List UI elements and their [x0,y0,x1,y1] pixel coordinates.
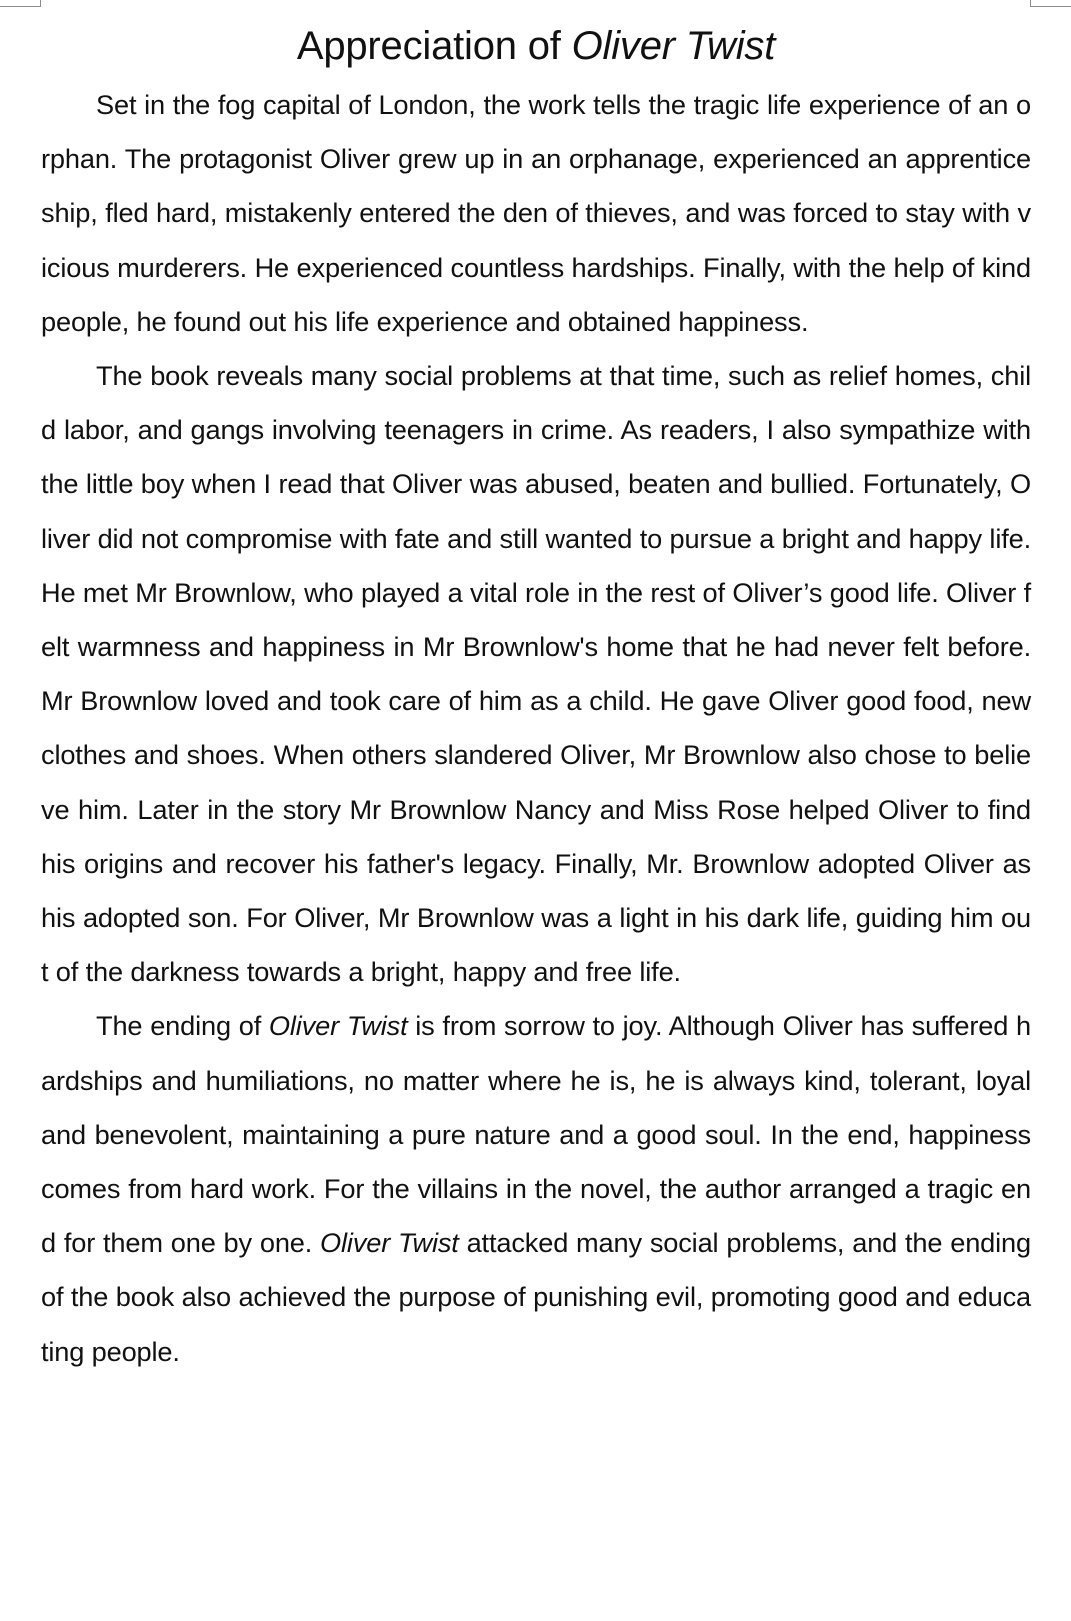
paragraph-3-text-2: is from sorrow to joy. Although Oliver has suffered hardships and humiliations, no matter where he is, he is always kind, tolerant, loyal and benevolent, maintaining a pure nature and a good soul. In the end, happiness comes from hard work. For the villains in the novel, the author arranged a tragic end for them one by one. [41,1010,1031,1259]
title-prefix: Appreciation of [296,24,572,68]
paragraph-3-text-1: The ending of [96,1010,269,1042]
paragraph-3 [41,999,1031,1378]
paragraph-1: Set in the fog capital of London, the work tells the tragic life experience of an orphan. The protagonist Oliver grew up in an orphanage, experienced an apprenticeship, fled hard, mistakenly entered the den of thieves, and was forced to stay with vicious murderers. He experienced countless hardships. Finally, with the help of kind people, he found out his life experience and obtained happiness. [41,89,1031,337]
document-page [41,14,1031,1379]
crop-mark-top-left [0,0,41,7]
paragraph-3-book-name-1: Oliver Twist [268,1010,408,1042]
paragraph-2: The book reveals many social problems at that time, such as relief homes, child labor, and gangs involving teenagers in crime. As readers, I also sympathize with the little boy when I read that Oliver was abused, beaten and bullied. Fortunately, Oliver did not compromise with fate and still wanted to pursue a bright and happy life. He met Mr Brownlow, who played a vital role in the rest of Oliver’s good life. Oliver felt warmness and happiness in Mr Brownlow's home that he had never felt before. Mr Brownlow loved and took care of him as a child. He gave Oliver good food, new clothes and shoes. When others slandered Oliver, Mr Brownlow also chose to believe him. Later in the story Mr Brownlow Nancy and Miss Rose helped Oliver to find his origins and recover his father's legacy. Finally, Mr. Brownlow adopted Oliver as his adopted son. For Oliver, Mr Brownlow was a light in his dark life, guiding him out of the darkness towards a bright, happy and free life. [41,360,1031,988]
document-title [41,14,1031,78]
paragraph-3-text-3: attacked many social problems, and the ending of the book also achieved the purpose of punishing evil, promoting good and educating people. [41,1227,1031,1367]
crop-mark-top-right [1030,0,1071,7]
title-book-name: Oliver Twist [571,24,776,68]
paragraph-3-book-name-2: Oliver Twist [320,1227,459,1259]
